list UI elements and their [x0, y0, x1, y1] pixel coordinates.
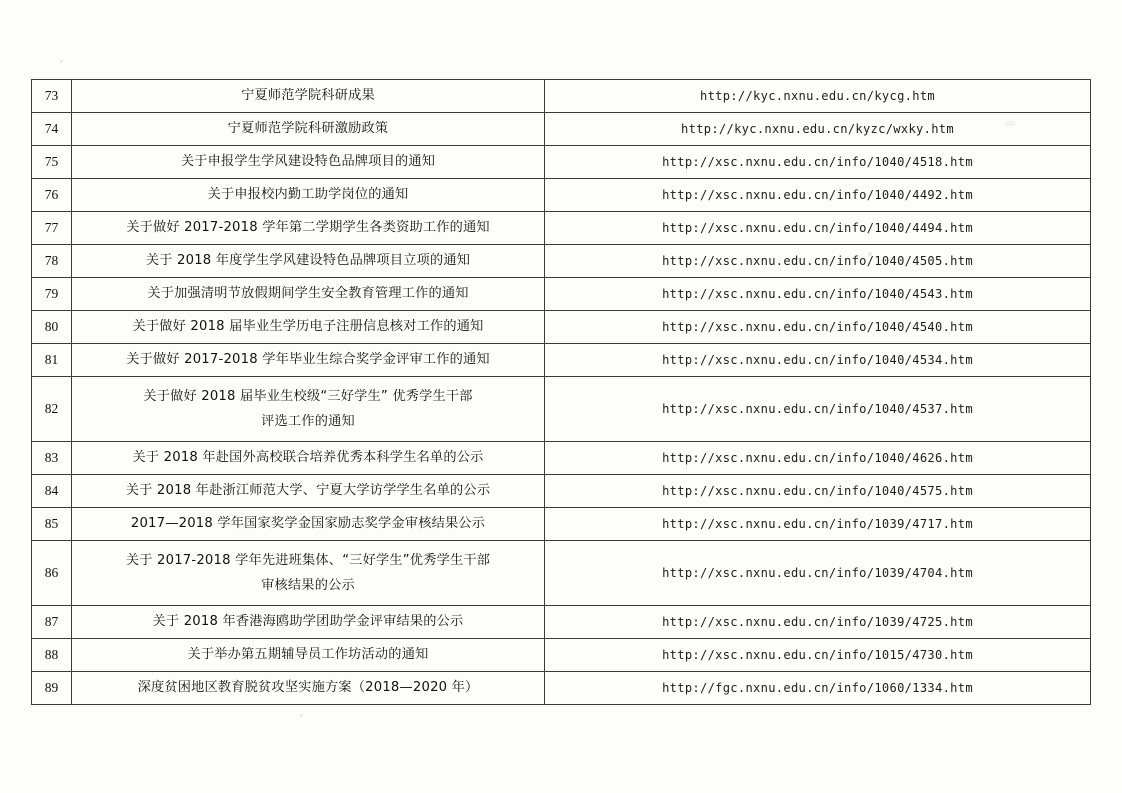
row-title — [72, 606, 545, 639]
row-url[interactable]: http://xsc.nxnu.edu.cn/info/1040/4534.htm — [545, 344, 1091, 377]
row-url[interactable]: http://xsc.nxnu.edu.cn/info/1039/4725.htm — [545, 606, 1091, 639]
row-number: 81 — [32, 344, 72, 377]
row-title — [72, 672, 545, 705]
row-number: 83 — [32, 442, 72, 475]
row-title-line: 关于 2018 年度学生学风建设特色品牌项目立项的通知 — [145, 253, 471, 269]
scan-speck — [60, 60, 63, 63]
table-row — [32, 212, 1091, 245]
row-title-line: 关于做好 2018 届毕业生学历电子注册信息核对工作的通知 — [132, 319, 484, 335]
row-title — [72, 245, 545, 278]
row-title — [72, 179, 545, 212]
row-title-line: 关于做好 2018 届毕业生校级“三好学生” 优秀学生干部 — [143, 388, 473, 404]
row-title-line: 关于做好 2017-2018 学年毕业生综合奖学金评审工作的通知 — [126, 352, 490, 368]
table-row — [32, 541, 1091, 606]
table-row — [32, 606, 1091, 639]
row-number: 87 — [32, 606, 72, 639]
row-title-line: 2017—2018 学年国家奖学金国家励志奖学金审核结果公示 — [130, 516, 486, 532]
table-row — [32, 442, 1091, 475]
row-url[interactable]: http://xsc.nxnu.edu.cn/info/1040/4575.htm — [545, 475, 1091, 508]
table-row — [32, 639, 1091, 672]
row-title — [72, 442, 545, 475]
row-title — [72, 278, 545, 311]
row-title-line: 关于 2018 年赴国外高校联合培养优秀本科学生名单的公示 — [132, 450, 484, 466]
table-row — [32, 311, 1091, 344]
table-row — [32, 146, 1091, 179]
scan-speck — [300, 714, 303, 717]
row-title-line: 关于申报学生学风建设特色品牌项目的通知 — [180, 154, 436, 170]
row-url[interactable]: http://xsc.nxnu.edu.cn/info/1040/4492.htm — [545, 179, 1091, 212]
row-url[interactable]: http://kyc.nxnu.edu.cn/kycg.htm — [545, 80, 1091, 113]
row-number: 89 — [32, 672, 72, 705]
row-title-line: 宁夏师范学院科研激励政策 — [227, 121, 389, 137]
row-title — [72, 113, 545, 146]
row-number: 85 — [32, 508, 72, 541]
table-row — [32, 672, 1091, 705]
row-url[interactable]: http://xsc.nxnu.edu.cn/info/1040/4505.htm — [545, 245, 1091, 278]
row-url[interactable]: http://xsc.nxnu.edu.cn/info/1040/4540.htm — [545, 311, 1091, 344]
row-title-line: 关于申报校内勤工助学岗位的通知 — [207, 187, 409, 203]
row-title — [72, 344, 545, 377]
table-row — [32, 508, 1091, 541]
row-title — [72, 475, 545, 508]
row-url[interactable]: http://xsc.nxnu.edu.cn/info/1040/4543.htm — [545, 278, 1091, 311]
row-url[interactable]: http://fgc.nxnu.edu.cn/info/1060/1334.htm — [545, 672, 1091, 705]
row-title — [72, 146, 545, 179]
row-url[interactable]: http://xsc.nxnu.edu.cn/info/1040/4626.htm — [545, 442, 1091, 475]
table-row — [32, 80, 1091, 113]
row-number: 79 — [32, 278, 72, 311]
row-number: 86 — [32, 541, 72, 606]
row-title-line: 关于做好 2017-2018 学年第二学期学生各类资助工作的通知 — [126, 220, 490, 236]
row-url[interactable]: http://kyc.nxnu.edu.cn/kyzc/wxky.htm — [545, 113, 1091, 146]
row-title-line: 深度贫困地区教育脱贫攻坚实施方案（2018—2020 年） — [137, 680, 479, 696]
row-number: 74 — [32, 113, 72, 146]
row-url[interactable]: http://xsc.nxnu.edu.cn/info/1039/4717.htm — [545, 508, 1091, 541]
table-row — [32, 278, 1091, 311]
links-table — [31, 79, 1091, 705]
links-table-container — [31, 79, 1090, 705]
row-number: 73 — [32, 80, 72, 113]
row-url[interactable]: http://xsc.nxnu.edu.cn/info/1040/4494.htm — [545, 212, 1091, 245]
row-number: 75 — [32, 146, 72, 179]
row-title — [72, 508, 545, 541]
row-number: 80 — [32, 311, 72, 344]
table-row — [32, 113, 1091, 146]
row-title-line: 宁夏师范学院科研成果 — [241, 88, 375, 104]
row-title-line: 关于 2017-2018 学年先进班集体、“三好学生”优秀学生干部 — [125, 552, 491, 568]
table-row — [32, 475, 1091, 508]
row-title-line: 关于加强清明节放假期间学生安全教育管理工作的通知 — [147, 286, 469, 302]
row-title-line: 审核结果的公示 — [261, 578, 355, 593]
table-row — [32, 245, 1091, 278]
row-number: 88 — [32, 639, 72, 672]
row-title-line: 关于举办第五期辅导员工作坊活动的通知 — [187, 647, 429, 663]
row-title-line: 关于 2018 年香港海鸥助学团助学金评审结果的公示 — [152, 614, 464, 630]
row-url[interactable]: http://xsc.nxnu.edu.cn/info/1040/4537.htm — [545, 377, 1091, 442]
row-number: 84 — [32, 475, 72, 508]
table-row — [32, 377, 1091, 442]
row-url[interactable]: http://xsc.nxnu.edu.cn/info/1040/4518.htm — [545, 146, 1091, 179]
row-title — [72, 639, 545, 672]
links-table-body — [32, 80, 1091, 705]
row-title — [72, 541, 545, 606]
row-number: 76 — [32, 179, 72, 212]
row-url[interactable]: http://xsc.nxnu.edu.cn/info/1039/4704.htm — [545, 541, 1091, 606]
table-row — [32, 344, 1091, 377]
row-number: 77 — [32, 212, 72, 245]
table-row — [32, 179, 1091, 212]
row-title — [72, 311, 545, 344]
row-title — [72, 212, 545, 245]
row-title — [72, 377, 545, 442]
row-title-line: 关于 2018 年赴浙江师范大学、宁夏大学访学学生名单的公示 — [125, 483, 491, 499]
row-number: 82 — [32, 377, 72, 442]
row-number: 78 — [32, 245, 72, 278]
row-title-line: 评选工作的通知 — [261, 414, 355, 429]
row-url[interactable]: http://xsc.nxnu.edu.cn/info/1015/4730.htm — [545, 639, 1091, 672]
row-title — [72, 80, 545, 113]
